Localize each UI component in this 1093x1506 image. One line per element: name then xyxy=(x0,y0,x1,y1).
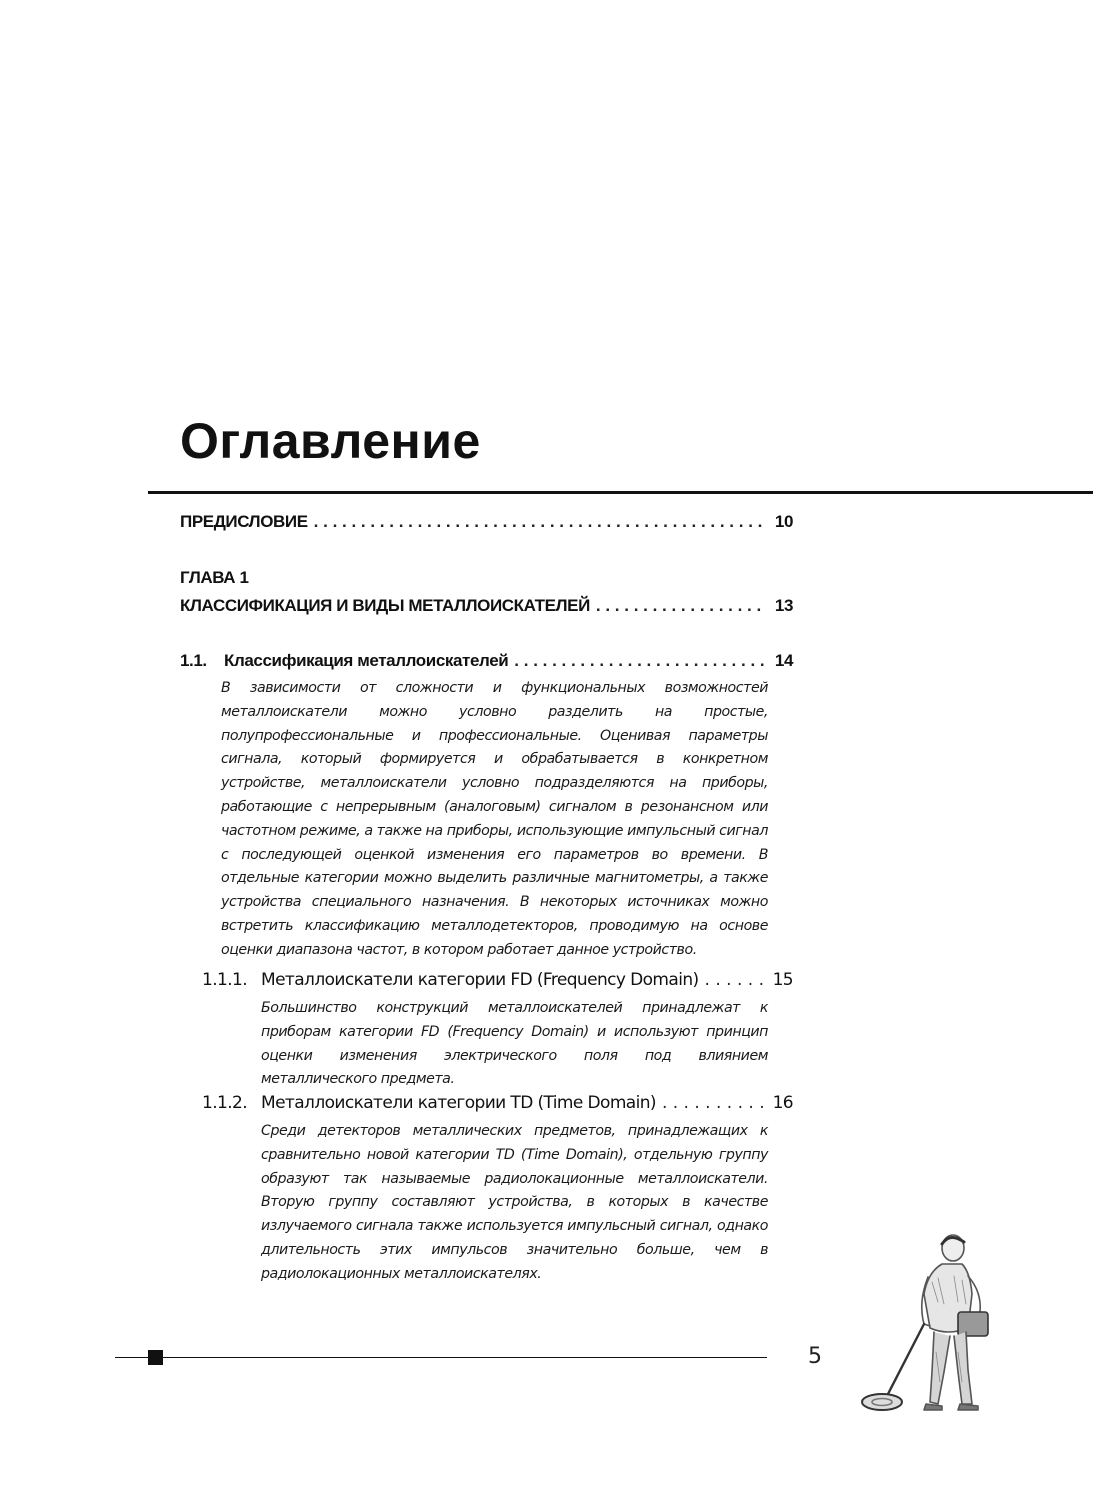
page-number: 5 xyxy=(808,1344,822,1369)
toc-entry-label: КЛАССИФИКАЦИЯ И ВИДЫ МЕТАЛЛОИСКАТЕЛЕЙ xyxy=(180,596,590,615)
toc-entry-label: ПРЕДИСЛОВИЕ xyxy=(180,512,308,531)
toc-entry-preface[interactable] xyxy=(180,512,793,532)
leader-dots xyxy=(596,596,765,616)
toc-entry-label: Металлоискатели категории TD (Time Domain) xyxy=(261,1093,656,1113)
metal-detector-person-illustration xyxy=(858,1232,1008,1422)
footer-marker xyxy=(148,1350,163,1365)
section-description: Большинство конструкций металлоискателей принадлежат к приборам категории FD (Frequency Domain) и используют принцип оценки изменения электрического поля под влиянием металлического предмета. xyxy=(261,1000,768,1088)
toc-page-number: 10 xyxy=(774,512,793,531)
leader-dots xyxy=(662,1093,765,1113)
leader-dots xyxy=(705,970,765,990)
leader-dots xyxy=(514,651,765,671)
section-number: 1.1.1. xyxy=(202,970,248,990)
footer-divider xyxy=(115,1357,767,1358)
leader-dots xyxy=(314,512,765,532)
toc-page-number: 13 xyxy=(774,596,793,615)
toc-entry-label: Металлоискатели категории FD (Frequency Domain) xyxy=(261,970,699,990)
toc-entry-chapter-1[interactable] xyxy=(180,596,793,616)
toc-entry-section-1-1-1[interactable] xyxy=(202,970,793,990)
chapter-label: ГЛАВА 1 xyxy=(180,568,249,587)
toc-entry-section-1-1-2[interactable] xyxy=(202,1093,793,1113)
section-description: Среди детекторов металлических предметов, принадлежащих к сравнительно новой категории TD (Time Domain), отдельную группу образуют так называемые радиолокационные металлоискатели. Вторую группу составляют устройства, в которых в качестве излучаемого сигнала также используется импульсный сигнал, однако длительность этих импульсов значительно больше, чем в радиолокационных металлоискателях. xyxy=(261,1123,768,1282)
toc-entry-section-1-1[interactable] xyxy=(180,651,793,671)
toc-entry-label: Классификация металлоискателей xyxy=(224,651,509,670)
section-description: В зависимости от сложности и функциональных возможностей металлоискатели можно условно разделить на простые, полупрофессиональные и профессиональные. Оценивая параметры сигнала, который формируется и обрабатывается в конкретном устройстве, металлоискатели условно подразделяются на приборы, работающие с непрерывным (аналоговым) сигналом в резонансном или частотном режиме, а также на приборы, использующие импульсный сигнал с последующей оценкой изменения его параметров во времени. В отдельные категории можно выделить различные магнитометры, а также устройства специального назначения. В некоторых источниках можно встретить классификацию металлодетекторов, проводимую на основе оценки диапазона частот, в котором работает данное устройство. xyxy=(221,680,768,958)
toc-page-number: 15 xyxy=(772,970,793,990)
section-number: 1.1. xyxy=(180,651,207,670)
page-title: Оглавление xyxy=(180,413,481,469)
section-number: 1.1.2. xyxy=(202,1093,248,1113)
title-divider xyxy=(148,491,1093,494)
toc-page-number: 14 xyxy=(774,651,793,670)
toc-page-number: 16 xyxy=(772,1093,793,1113)
